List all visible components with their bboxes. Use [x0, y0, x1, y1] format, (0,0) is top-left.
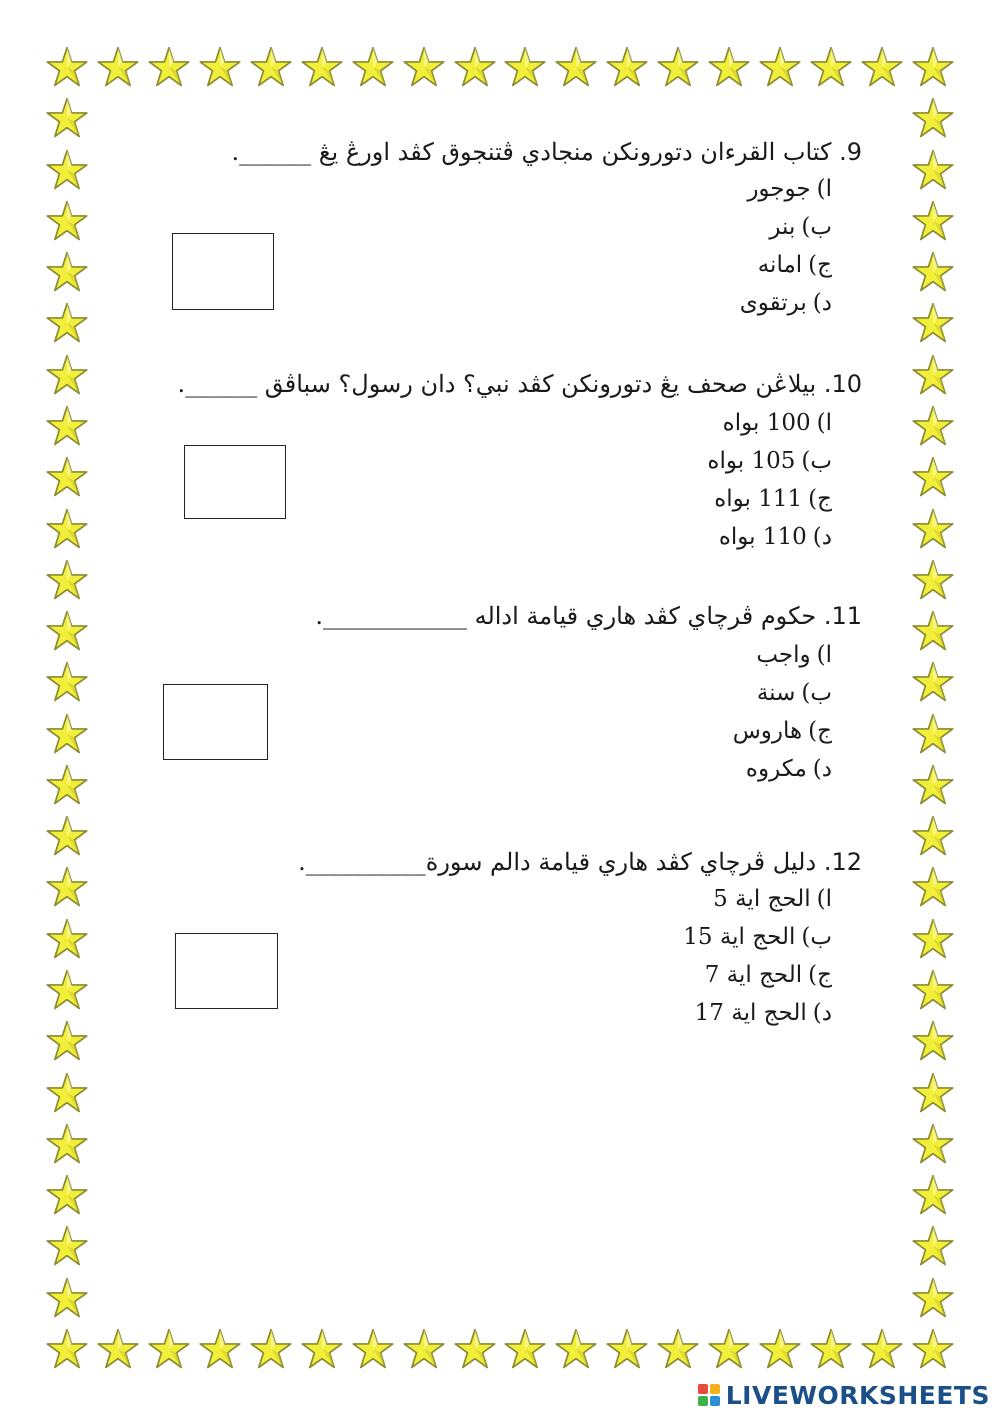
option-letter: ا) — [816, 886, 832, 912]
option-d — [231, 284, 832, 322]
answer-box-9[interactable] — [172, 233, 274, 310]
star-icon — [657, 1328, 699, 1370]
question-prompt: حكوم ڤرچاي كڤد هاري قيامة اداله ____________. — [315, 602, 817, 630]
option-value: هاروس — [732, 718, 803, 744]
star-icon — [912, 764, 954, 806]
star-icon — [912, 149, 954, 191]
option-value: 100 بواه — [722, 410, 811, 436]
star-icon — [912, 1277, 954, 1319]
option-d — [315, 750, 832, 788]
star-icon — [301, 46, 343, 88]
star-icon — [46, 1072, 88, 1114]
star-icon — [46, 1328, 88, 1370]
star-icon — [46, 456, 88, 498]
star-icon — [97, 46, 139, 88]
star-icon — [759, 1328, 801, 1370]
star-icon — [912, 46, 954, 88]
brand-name: LIVEWORKSHEETS — [725, 1380, 990, 1410]
star-icon — [555, 46, 597, 88]
option-a — [298, 880, 832, 918]
option-value: امانه — [757, 252, 803, 278]
question-11 — [315, 600, 862, 788]
question-prompt: كتاب القرءان دتورونكن منجادي ڤتنجوق كڤد اورڠ يڠ ______. — [231, 138, 832, 166]
option-letter: ج) — [808, 252, 832, 278]
star-icon — [912, 97, 954, 139]
star-icon — [912, 508, 954, 550]
option-b — [298, 918, 832, 956]
star-icon — [912, 1123, 954, 1165]
star-icon — [46, 559, 88, 601]
option-value: واجب — [756, 642, 811, 668]
option-letter: ا) — [816, 410, 832, 436]
question-number: 11. — [823, 602, 862, 630]
option-d — [178, 518, 833, 556]
star-icon — [46, 354, 88, 396]
star-icon — [912, 302, 954, 344]
star-icon — [912, 456, 954, 498]
star-icon — [148, 46, 190, 88]
star-icon — [912, 354, 954, 396]
star-icon — [46, 1174, 88, 1216]
star-icon — [46, 610, 88, 652]
star-icon — [46, 200, 88, 242]
option-letter: ب) — [801, 214, 832, 240]
star-icon — [912, 1328, 954, 1370]
star-icon — [861, 46, 903, 88]
star-icon — [46, 1277, 88, 1319]
option-letter: د) — [812, 524, 832, 550]
star-icon — [46, 1225, 88, 1267]
option-letter: د) — [812, 756, 832, 782]
question-text — [178, 368, 863, 400]
option-value: جوجور — [747, 176, 811, 202]
star-icon — [555, 1328, 597, 1370]
option-a — [231, 170, 832, 208]
star-icon — [810, 46, 852, 88]
star-icon — [46, 251, 88, 293]
star-icon — [759, 46, 801, 88]
brand-icon — [698, 1384, 720, 1406]
star-icon — [250, 1328, 292, 1370]
star-icon — [403, 46, 445, 88]
star-icon — [46, 713, 88, 755]
star-icon — [403, 1328, 445, 1370]
question-text — [298, 846, 862, 878]
star-icon — [912, 918, 954, 960]
star-icon — [912, 866, 954, 908]
star-icon — [912, 559, 954, 601]
star-icon — [861, 1328, 903, 1370]
star-icon — [912, 251, 954, 293]
option-letter: د) — [812, 290, 832, 316]
option-value: 105 بواه — [707, 448, 796, 474]
option-letter: ج) — [808, 718, 832, 744]
star-icon — [148, 1328, 190, 1370]
star-icon — [46, 918, 88, 960]
star-icon — [352, 46, 394, 88]
option-value: مكروه — [745, 756, 807, 782]
option-value: 111 بواه — [714, 486, 803, 512]
star-icon — [912, 661, 954, 703]
star-icon — [912, 200, 954, 242]
option-b — [315, 674, 832, 712]
option-letter: د) — [812, 1000, 832, 1026]
star-icon — [301, 1328, 343, 1370]
star-icon — [912, 1174, 954, 1216]
star-icon — [454, 1328, 496, 1370]
star-icon — [46, 149, 88, 191]
star-icon — [46, 302, 88, 344]
star-icon — [606, 1328, 648, 1370]
star-icon — [46, 866, 88, 908]
option-c — [315, 712, 832, 750]
star-icon — [46, 1020, 88, 1062]
option-a — [315, 636, 832, 674]
option-letter: ب) — [801, 924, 832, 950]
option-c — [298, 956, 832, 994]
option-value: الحج اية 5 — [713, 886, 811, 912]
star-icon — [708, 1328, 750, 1370]
star-icon — [912, 815, 954, 857]
star-icon — [708, 46, 750, 88]
star-icon — [810, 1328, 852, 1370]
liveworksheets-logo — [698, 1380, 990, 1410]
option-value: سنة — [756, 680, 796, 706]
option-value: الحج اية 15 — [683, 924, 796, 950]
star-icon — [912, 969, 954, 1011]
star-icon — [912, 1020, 954, 1062]
star-icon — [199, 46, 241, 88]
star-icon — [46, 815, 88, 857]
star-icon — [454, 46, 496, 88]
question-number: 10. — [823, 370, 862, 398]
star-icon — [46, 764, 88, 806]
star-icon — [352, 1328, 394, 1370]
question-9 — [231, 136, 862, 322]
option-c — [231, 246, 832, 284]
option-value: برتقوى — [739, 290, 807, 316]
option-letter: ب) — [801, 680, 832, 706]
question-prompt: بيلاڠن صحف يڠ دتورونكن كڤد نبي؟ دان رسول؟ سباڤق ______. — [177, 370, 817, 398]
answer-box-10[interactable] — [184, 445, 286, 519]
option-a — [178, 404, 833, 442]
star-icon — [46, 97, 88, 139]
option-letter: ج) — [808, 486, 832, 512]
option-letter: ب) — [801, 448, 832, 474]
star-icon — [657, 46, 699, 88]
star-icon — [250, 46, 292, 88]
star-icon — [46, 508, 88, 550]
option-letter: ا) — [816, 642, 832, 668]
star-icon — [912, 713, 954, 755]
star-icon — [504, 46, 546, 88]
star-icon — [912, 405, 954, 447]
star-icon — [46, 1123, 88, 1165]
option-letter: ا) — [816, 176, 832, 202]
question-number: 9. — [839, 138, 862, 166]
option-d — [298, 994, 832, 1032]
star-icon — [46, 405, 88, 447]
answer-box-11[interactable] — [163, 684, 268, 760]
star-icon — [504, 1328, 546, 1370]
option-value: الحج اية 17 — [694, 1000, 807, 1026]
question-12 — [298, 846, 862, 1032]
star-icon — [606, 46, 648, 88]
question-text — [231, 136, 862, 168]
star-icon — [912, 610, 954, 652]
star-icon — [97, 1328, 139, 1370]
option-letter: ج) — [808, 962, 832, 988]
answer-box-12[interactable] — [175, 933, 278, 1009]
option-b — [231, 208, 832, 246]
question-number: 12. — [823, 848, 862, 876]
question-prompt: دليل ڤرچاي كڤد هاري قيامة دالم سورة__________. — [298, 848, 817, 876]
star-icon — [46, 969, 88, 1011]
star-icon — [46, 46, 88, 88]
option-value: 110 بواه — [718, 524, 807, 550]
option-value: بنر — [769, 214, 796, 240]
star-icon — [199, 1328, 241, 1370]
option-value: الحج اية 7 — [704, 962, 803, 988]
star-icon — [912, 1225, 954, 1267]
star-icon — [912, 1072, 954, 1114]
star-icon — [46, 661, 88, 703]
question-text — [315, 600, 862, 632]
